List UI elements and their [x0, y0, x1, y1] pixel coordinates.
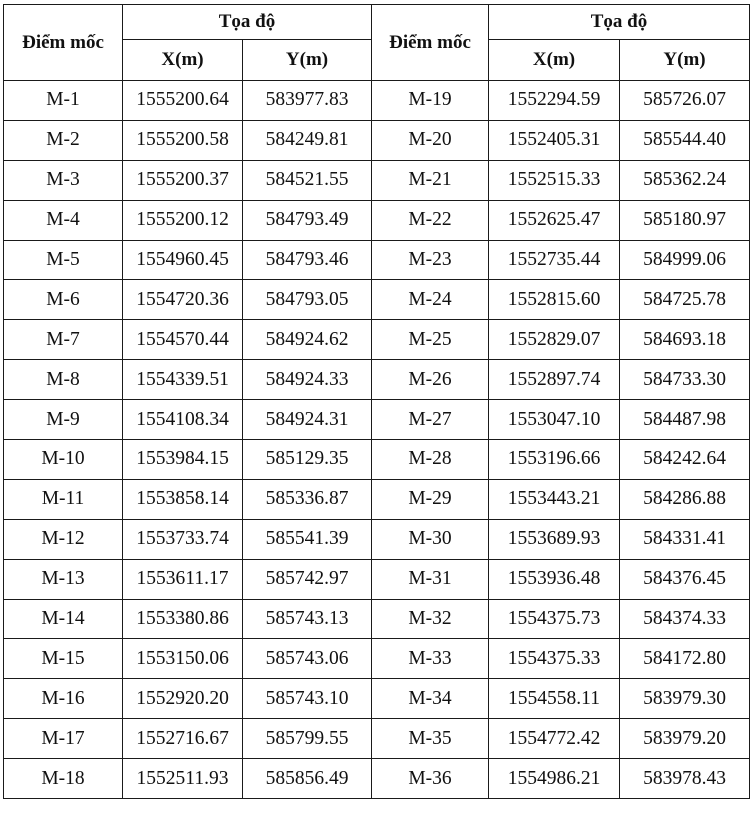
table-row [4, 679, 750, 719]
x-coord-cell: 1554720.36 [123, 280, 243, 320]
point-id-cell: M-1 [4, 81, 123, 121]
point-header-left: Điểm mốc [4, 5, 123, 81]
y-coord-cell: 584793.05 [243, 280, 372, 320]
point-id-cell: M-10 [4, 440, 123, 480]
table-row [4, 200, 750, 240]
point-id-cell: M-21 [372, 160, 489, 200]
y-header-right: Y(m) [620, 40, 750, 81]
y-coord-cell: 585743.06 [243, 639, 372, 679]
point-id-cell: M-14 [4, 599, 123, 639]
x-coord-cell: 1554772.42 [489, 719, 620, 759]
x-coord-cell: 1552815.60 [489, 280, 620, 320]
x-coord-cell: 1552920.20 [123, 679, 243, 719]
x-coord-cell: 1553150.06 [123, 639, 243, 679]
table-row [4, 240, 750, 280]
point-id-cell: M-26 [372, 360, 489, 400]
y-coord-cell: 585799.55 [243, 719, 372, 759]
point-id-cell: M-28 [372, 440, 489, 480]
y-coord-cell: 585743.13 [243, 599, 372, 639]
y-coord-cell: 584924.31 [243, 400, 372, 440]
y-coord-cell: 584286.88 [620, 479, 750, 519]
point-id-cell: M-9 [4, 400, 123, 440]
point-id-cell: M-20 [372, 120, 489, 160]
y-coord-cell: 585743.10 [243, 679, 372, 719]
point-id-cell: M-18 [4, 759, 123, 799]
point-id-cell: M-22 [372, 200, 489, 240]
y-coord-cell: 584331.41 [620, 519, 750, 559]
table-row [4, 759, 750, 799]
y-coord-cell: 584487.98 [620, 400, 750, 440]
point-id-cell: M-34 [372, 679, 489, 719]
x-coord-cell: 1553858.14 [123, 479, 243, 519]
y-coord-cell: 584374.33 [620, 599, 750, 639]
point-id-cell: M-19 [372, 81, 489, 121]
x-coord-cell: 1554570.44 [123, 320, 243, 360]
x-coord-cell: 1553984.15 [123, 440, 243, 480]
point-id-cell: M-23 [372, 240, 489, 280]
y-coord-cell: 584924.33 [243, 360, 372, 400]
point-id-cell: M-31 [372, 559, 489, 599]
table-row [4, 400, 750, 440]
table-row [4, 320, 750, 360]
y-coord-cell: 583978.43 [620, 759, 750, 799]
x-coord-cell: 1553380.86 [123, 599, 243, 639]
x-coord-cell: 1555200.58 [123, 120, 243, 160]
y-coord-cell: 584249.81 [243, 120, 372, 160]
x-coord-cell: 1555200.64 [123, 81, 243, 121]
table-row [4, 479, 750, 519]
point-id-cell: M-11 [4, 479, 123, 519]
point-id-cell: M-27 [372, 400, 489, 440]
x-coord-cell: 1554375.33 [489, 639, 620, 679]
table-row [4, 719, 750, 759]
point-id-cell: M-4 [4, 200, 123, 240]
y-coord-cell: 584693.18 [620, 320, 750, 360]
point-id-cell: M-33 [372, 639, 489, 679]
y-coord-cell: 585362.24 [620, 160, 750, 200]
x-coord-cell: 1554108.34 [123, 400, 243, 440]
y-coord-cell: 585129.35 [243, 440, 372, 480]
header-row-1 [4, 5, 750, 40]
x-coord-cell: 1553196.66 [489, 440, 620, 480]
point-id-cell: M-32 [372, 599, 489, 639]
x-coord-cell: 1552294.59 [489, 81, 620, 121]
x-coord-cell: 1553936.48 [489, 559, 620, 599]
y-coord-cell: 584793.46 [243, 240, 372, 280]
table-row [4, 81, 750, 121]
y-coord-cell: 584725.78 [620, 280, 750, 320]
y-coord-cell: 583979.20 [620, 719, 750, 759]
point-id-cell: M-25 [372, 320, 489, 360]
point-id-cell: M-3 [4, 160, 123, 200]
table-row [4, 360, 750, 400]
point-id-cell: M-12 [4, 519, 123, 559]
x-coord-cell: 1554339.51 [123, 360, 243, 400]
y-coord-cell: 585742.97 [243, 559, 372, 599]
x-coord-cell: 1552515.33 [489, 160, 620, 200]
table-row [4, 120, 750, 160]
x-coord-cell: 1552735.44 [489, 240, 620, 280]
x-coord-cell: 1554960.45 [123, 240, 243, 280]
point-id-cell: M-17 [4, 719, 123, 759]
point-id-cell: M-36 [372, 759, 489, 799]
x-coord-cell: 1553443.21 [489, 479, 620, 519]
x-coord-cell: 1552897.74 [489, 360, 620, 400]
table-row [4, 519, 750, 559]
y-coord-cell: 584172.80 [620, 639, 750, 679]
point-header-right: Điểm mốc [372, 5, 489, 81]
point-id-cell: M-29 [372, 479, 489, 519]
x-coord-cell: 1554558.11 [489, 679, 620, 719]
coord-header-left: Tọa độ [123, 5, 372, 40]
x-coord-cell: 1553733.74 [123, 519, 243, 559]
y-coord-cell: 584999.06 [620, 240, 750, 280]
x-coord-cell: 1554375.73 [489, 599, 620, 639]
point-id-cell: M-30 [372, 519, 489, 559]
point-id-cell: M-7 [4, 320, 123, 360]
y-coord-cell: 584521.55 [243, 160, 372, 200]
x-coord-cell: 1552829.07 [489, 320, 620, 360]
y-coord-cell: 585541.39 [243, 519, 372, 559]
point-id-cell: M-5 [4, 240, 123, 280]
y-coord-cell: 585544.40 [620, 120, 750, 160]
table-row [4, 559, 750, 599]
x-coord-cell: 1552625.47 [489, 200, 620, 240]
y-coord-cell: 584793.49 [243, 200, 372, 240]
point-id-cell: M-2 [4, 120, 123, 160]
y-header-left: Y(m) [243, 40, 372, 81]
x-coord-cell: 1552716.67 [123, 719, 243, 759]
x-header-right: X(m) [489, 40, 620, 81]
table-body [4, 81, 750, 799]
table-row [4, 599, 750, 639]
x-coord-cell: 1553047.10 [489, 400, 620, 440]
point-id-cell: M-15 [4, 639, 123, 679]
table-row [4, 280, 750, 320]
x-coord-cell: 1554986.21 [489, 759, 620, 799]
x-coord-cell: 1553689.93 [489, 519, 620, 559]
table-row [4, 440, 750, 480]
coord-header-right: Tọa độ [489, 5, 750, 40]
point-id-cell: M-16 [4, 679, 123, 719]
table-row [4, 639, 750, 679]
y-coord-cell: 584242.64 [620, 440, 750, 480]
point-id-cell: M-8 [4, 360, 123, 400]
x-coord-cell: 1552511.93 [123, 759, 243, 799]
y-coord-cell: 584924.62 [243, 320, 372, 360]
point-id-cell: M-6 [4, 280, 123, 320]
point-id-cell: M-35 [372, 719, 489, 759]
x-coord-cell: 1555200.12 [123, 200, 243, 240]
coordinate-table [3, 4, 750, 799]
y-coord-cell: 585726.07 [620, 81, 750, 121]
point-id-cell: M-13 [4, 559, 123, 599]
y-coord-cell: 585336.87 [243, 479, 372, 519]
x-header-left: X(m) [123, 40, 243, 81]
x-coord-cell: 1555200.37 [123, 160, 243, 200]
y-coord-cell: 583977.83 [243, 81, 372, 121]
y-coord-cell: 585856.49 [243, 759, 372, 799]
y-coord-cell: 583979.30 [620, 679, 750, 719]
point-id-cell: M-24 [372, 280, 489, 320]
y-coord-cell: 585180.97 [620, 200, 750, 240]
y-coord-cell: 584376.45 [620, 559, 750, 599]
x-coord-cell: 1553611.17 [123, 559, 243, 599]
x-coord-cell: 1552405.31 [489, 120, 620, 160]
table-row [4, 160, 750, 200]
y-coord-cell: 584733.30 [620, 360, 750, 400]
